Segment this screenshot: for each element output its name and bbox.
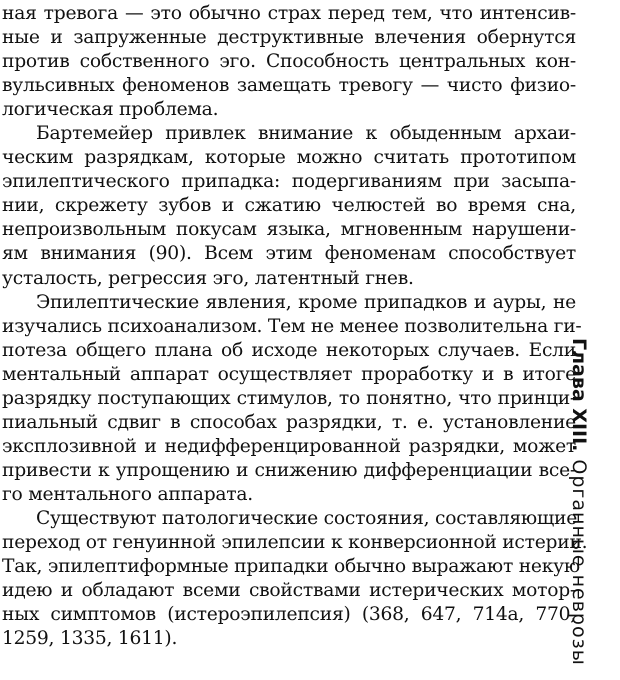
text-line: привести к упрощению и снижению дифференциации все- <box>2 459 576 481</box>
text-line: логическая проблема. <box>2 99 219 121</box>
text-line: ных симптомов (истероэпилепсия) (368, 647, 714а, 770, <box>2 604 576 626</box>
text-line: ная тревога — это обычно страх перед тем, что интенсив- <box>2 3 576 24</box>
text-line: Эпилептические явления, кроме припадков и ауры, не <box>36 291 576 313</box>
text-line: потеза общего плана об исходе некоторых случаев. Если <box>2 339 576 361</box>
text-line: ческим разрядкам, которые можно считать прототипом <box>2 147 576 169</box>
text-line: го ментального аппарата. <box>2 483 253 505</box>
text-line: разрядку поступающих стимулов, то понятно, что принци- <box>2 387 576 409</box>
text-line: переход от генуинной эпилепсии к конверсионной истерии. <box>2 532 588 554</box>
running-head-text <box>566 338 592 666</box>
text-line: эпилептического припадка: подергиваниям при засыпа- <box>2 171 576 193</box>
text-line: 1259, 1335, 1611). <box>2 628 178 650</box>
text-line: ям внимания (90). Всем этим феноменам способствует <box>2 243 576 265</box>
text-line: Существуют патологические состояния, составляющие <box>36 507 578 529</box>
running-head <box>568 338 620 678</box>
chapter-title: Органные неврозы <box>568 459 590 666</box>
text-line: Так, эпилептиформные припадки обычно выражают некую <box>2 556 580 578</box>
text-line: эксплозивной и недифференцированной разрядки, может <box>2 435 576 457</box>
chapter-number: Глава XIII. <box>568 338 590 452</box>
text-line: идею и обладают всеми свойствами истерических мотор- <box>2 580 576 602</box>
text-line: пиальный сдвиг в способах разрядки, т. е. установление <box>2 411 576 433</box>
text-line: вульсивных феноменов замещать тревогу — чисто физио- <box>2 75 576 97</box>
text-line: нии, скрежету зубов и сжатию челюстей во время сна, <box>2 195 576 217</box>
text-line: против собственного эго. Способность центральных кон- <box>2 51 576 73</box>
text-line: усталость, регрессия эго, латентный гнев. <box>2 267 414 289</box>
text-line: непроизвольным покусам языка, мгновенным нарушени- <box>2 219 576 241</box>
text-line: изучались психоанализом. Тем не менее позволительна ги- <box>2 315 582 337</box>
text-line: Бартемейер привлек внимание к обыденным архаи- <box>36 123 576 145</box>
text-line: ментальный аппарат осуществляет проработку и в итоге <box>2 363 576 385</box>
text-line: ные и запруженные деструктивные влечения обернутся <box>2 27 576 49</box>
